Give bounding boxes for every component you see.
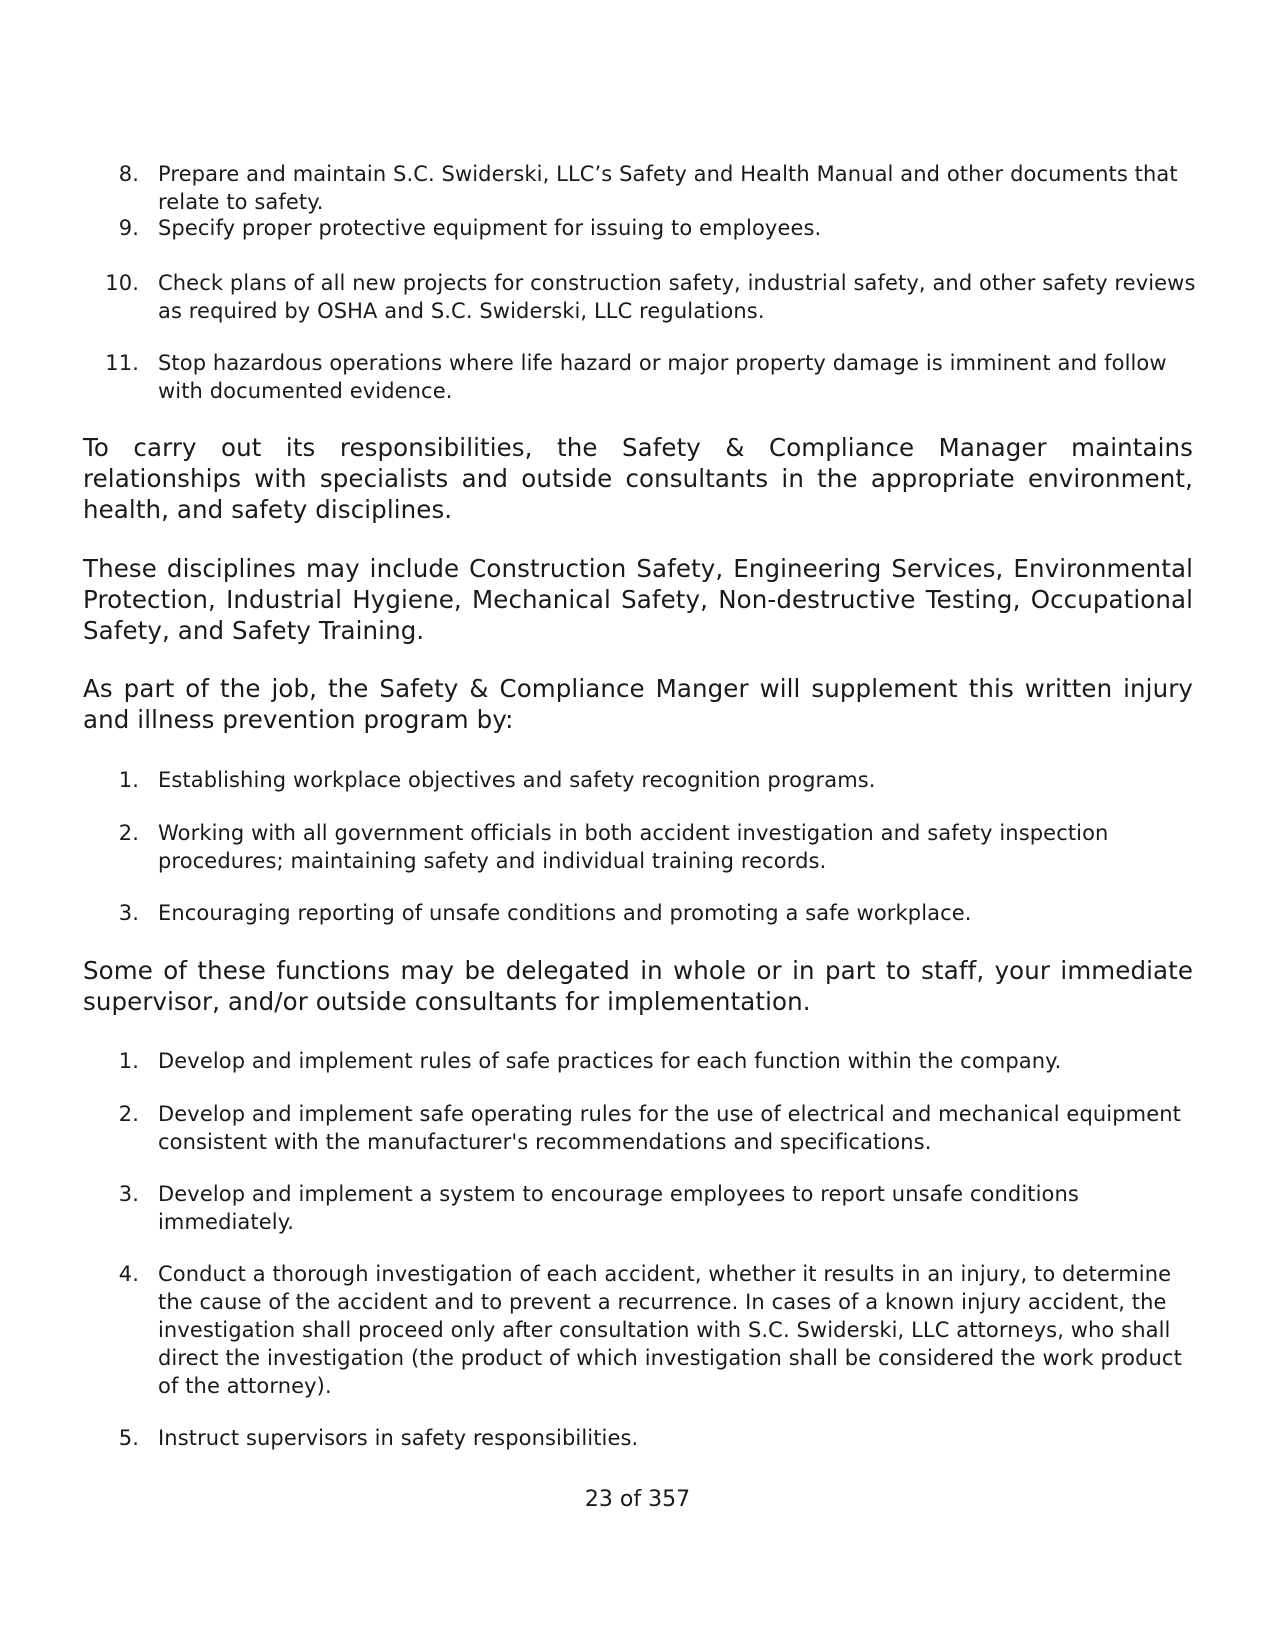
list-item-number: 10. xyxy=(105,271,139,295)
list-item-text: Instruct supervisors in safety responsibilities. xyxy=(158,1426,639,1450)
paragraph-supplement: As part of the job, the Safety & Compliance Manger will supplement this written injury and illness prevention program by: xyxy=(83,674,1193,734)
list-item-number: 5. xyxy=(118,1426,139,1450)
list-item-text: Check plans of all new projects for construction safety, industrial safety, and other safety reviews as required by OSHA and S.C. Swiderski, LLC regulations. xyxy=(158,271,1196,323)
paragraph-responsibilities: To carry out its responsibilities, the Safety & Compliance Manager maintains relationships with specialists and outside consultants in the appropriate environment, health, and safety disciplines. xyxy=(83,433,1193,524)
list-item-text: Encouraging reporting of unsafe conditions and promoting a safe workplace. xyxy=(158,901,972,925)
list-item-text: Conduct a thorough investigation of each accident, whether it results in an injury, to determine the cause of the accident and to prevent a recurrence. In cases of a known injury accident, the investigation shall proceed only after consultation with S.C. Swiderski, LLC attorneys, who shall direct the investigation (the product of which investigation shall be considered the work product of the attorney). xyxy=(158,1262,1182,1398)
list-item-number: 11. xyxy=(105,351,139,375)
list-item-number: 2. xyxy=(118,1102,139,1126)
paragraph-disciplines: These disciplines may include Construction Safety, Engineering Services, Environmental Protection, Industrial Hygiene, Mechanical Safety, Non-destructive Testing, Occupational Safety, and Safety Training. xyxy=(83,554,1193,645)
list-item-text: Develop and implement a system to encourage employees to report unsafe conditions immediately. xyxy=(158,1182,1079,1234)
list-item-number: 4. xyxy=(118,1262,139,1286)
list-item-text: Working with all government officials in both accident investigation and safety inspection procedures; maintaining safety and individual training records. xyxy=(158,821,1109,873)
list-item-text: Develop and implement rules of safe practices for each function within the company. xyxy=(158,1049,1062,1073)
list-item-number: 8. xyxy=(118,162,139,186)
page-number: 23 of 357 xyxy=(584,1487,691,1512)
list-item-number: 1. xyxy=(118,1049,139,1073)
list-item-number: 1. xyxy=(118,768,139,792)
list-item-text: Prepare and maintain S.C. Swiderski, LLC’s Safety and Health Manual and other documents that relate to safety. xyxy=(158,162,1178,214)
paragraph-delegation: Some of these functions may be delegated in whole or in part to staff, your immediate supervisor, and/or outside consultants for implementation. xyxy=(83,956,1193,1016)
list-item-number: 3. xyxy=(118,1182,139,1206)
list-item-text: Establishing workplace objectives and safety recognition programs. xyxy=(158,768,876,792)
list-item-number: 3. xyxy=(118,901,139,925)
list-item-number: 9. xyxy=(118,216,139,240)
list-item-text: Develop and implement safe operating rules for the use of electrical and mechanical equipment consistent with the manufacturer's recommendations and specifications. xyxy=(158,1102,1181,1154)
list-item-text: Stop hazardous operations where life hazard or major property damage is imminent and follow with documented evidence. xyxy=(158,351,1167,403)
list-item-text: Specify proper protective equipment for issuing to employees. xyxy=(158,216,822,240)
list-item-number: 2. xyxy=(118,821,139,845)
